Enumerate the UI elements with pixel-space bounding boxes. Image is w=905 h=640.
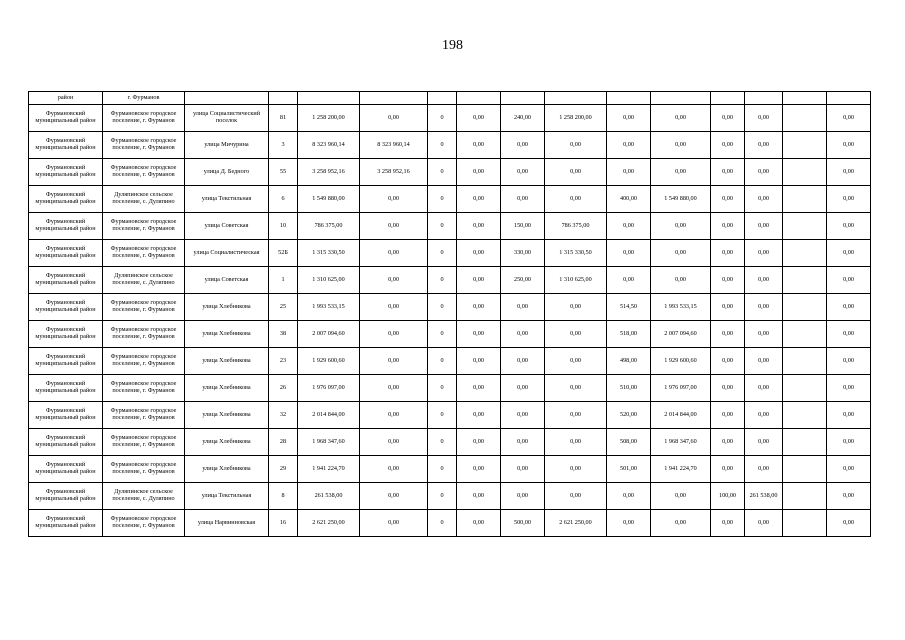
table-cell (428, 92, 457, 105)
table-cell: г. Фурманов (103, 92, 185, 105)
table-row (29, 321, 871, 348)
table-cell: 6 (269, 186, 298, 213)
table-cell: улица Текстильная (185, 483, 269, 510)
table-cell: Фурмановский муниципальный район (29, 402, 103, 429)
table-cell: 0 (428, 186, 457, 213)
table-cell (783, 483, 827, 510)
table-cell: 0,00 (545, 429, 607, 456)
table-cell: Фурмановский муниципальный район (29, 213, 103, 240)
table-cell: 1 993 533,15 (651, 294, 711, 321)
table-cell: 2 621 250,00 (545, 510, 607, 537)
table-cell: 0,00 (457, 375, 501, 402)
table-cell: 1 310 625,00 (545, 267, 607, 294)
table-cell: 0,00 (457, 159, 501, 186)
table-cell: 1 976 097,00 (298, 375, 360, 402)
table-cell: 0,00 (827, 456, 871, 483)
table-row (29, 186, 871, 213)
table-cell: 1 549 880,00 (651, 186, 711, 213)
table-cell: 0 (428, 402, 457, 429)
table-cell: 28 (269, 429, 298, 456)
table-cell: 0,00 (651, 105, 711, 132)
table-cell: 26 (269, 375, 298, 402)
table-cell (298, 92, 360, 105)
table-row (29, 132, 871, 159)
table-cell: 1 968 347,60 (651, 429, 711, 456)
table-cell (269, 92, 298, 105)
table-cell: 100,00 (711, 483, 745, 510)
table-cell: 501,00 (607, 456, 651, 483)
table-cell (783, 213, 827, 240)
table-cell: 0,00 (711, 213, 745, 240)
table-cell: Фурмановское городское поселение, г. Фурманов (103, 159, 185, 186)
table-cell: 3 (269, 132, 298, 159)
table-cell: 786 375,00 (298, 213, 360, 240)
table-row (29, 510, 871, 537)
table-cell: 0,00 (457, 213, 501, 240)
table-cell (501, 92, 545, 105)
table-cell (783, 321, 827, 348)
table-cell: 1 929 600,60 (651, 348, 711, 375)
table-cell: 0,00 (501, 159, 545, 186)
table-cell: 0,00 (457, 429, 501, 456)
table-cell: 0,00 (827, 132, 871, 159)
table-cell: 0,00 (745, 132, 783, 159)
table-cell: Фурмановский муниципальный район (29, 456, 103, 483)
table-row (29, 375, 871, 402)
table-cell (783, 159, 827, 186)
table-cell: 0,00 (501, 456, 545, 483)
table-cell: 0,00 (827, 240, 871, 267)
table-cell (607, 92, 651, 105)
table-cell: 2 007 094,60 (651, 321, 711, 348)
table-cell: Фурмановское городское поселение, г. Фурманов (103, 321, 185, 348)
table-cell: 0,00 (457, 294, 501, 321)
table-cell: 0,00 (545, 159, 607, 186)
table-cell: 0,00 (827, 186, 871, 213)
table-cell: 400,00 (607, 186, 651, 213)
page-number: 198 (442, 38, 463, 53)
table-row (29, 105, 871, 132)
table-cell (185, 92, 269, 105)
table-cell: 261 538,00 (745, 483, 783, 510)
table-cell: 1 941 224,70 (651, 456, 711, 483)
table-cell: 261 538,00 (298, 483, 360, 510)
table-cell: улица Советская (185, 267, 269, 294)
table-cell: 0,00 (457, 240, 501, 267)
table-cell: Фурмановский муниципальный район (29, 105, 103, 132)
table-cell: 0 (428, 132, 457, 159)
table-cell: 0,00 (501, 402, 545, 429)
table-cell: 1 549 880,00 (298, 186, 360, 213)
table-cell: 0,00 (745, 267, 783, 294)
table-cell: 0,00 (711, 429, 745, 456)
table-row (29, 267, 871, 294)
table-cell: 0,00 (457, 456, 501, 483)
table-cell (783, 105, 827, 132)
table-cell: 8 323 960,14 (360, 132, 428, 159)
table-cell: 3 258 952,16 (298, 159, 360, 186)
table-cell: 1 315 330,50 (298, 240, 360, 267)
table-cell: 29 (269, 456, 298, 483)
table-cell: 0,00 (457, 348, 501, 375)
table-cell (783, 348, 827, 375)
table-cell: 510,00 (607, 375, 651, 402)
table-cell: 0,00 (711, 510, 745, 537)
table-cell: 0,00 (745, 159, 783, 186)
table-cell: 0,00 (711, 402, 745, 429)
table-cell: 0,00 (501, 375, 545, 402)
table-cell: Фурмановский муниципальный район (29, 348, 103, 375)
table-cell: Фурмановский муниципальный район (29, 294, 103, 321)
table-cell: 0,00 (711, 240, 745, 267)
table-cell: 0,00 (827, 429, 871, 456)
table-cell: Фурмановский муниципальный район (29, 159, 103, 186)
table-cell: 0,00 (501, 483, 545, 510)
table-cell: 498,00 (607, 348, 651, 375)
table-cell: 1 929 600,60 (298, 348, 360, 375)
table-cell: 2 621 250,00 (298, 510, 360, 537)
table-cell: 0,00 (827, 510, 871, 537)
table-cell: Фурмановский муниципальный район (29, 267, 103, 294)
table-cell: 0,00 (360, 321, 428, 348)
table-cell: Фурмановское городское поселение, г. Фурманов (103, 510, 185, 537)
table-cell: 0,00 (501, 429, 545, 456)
table-cell: 52Б (269, 240, 298, 267)
table-cell: 0,00 (711, 375, 745, 402)
table-cell: 0,00 (607, 132, 651, 159)
table-cell: 0 (428, 429, 457, 456)
table-cell: 0,00 (501, 294, 545, 321)
table-cell: 10 (269, 213, 298, 240)
table-cell: 0,00 (501, 186, 545, 213)
table-row (29, 483, 871, 510)
table-cell: 55 (269, 159, 298, 186)
table-cell (783, 267, 827, 294)
table-cell (783, 92, 827, 105)
table-cell: 0,00 (745, 456, 783, 483)
table-cell: 0,00 (827, 159, 871, 186)
table-cell (783, 294, 827, 321)
table-cell: 81 (269, 105, 298, 132)
table-row (29, 213, 871, 240)
table-cell: улица Хлебникова (185, 321, 269, 348)
table-row (29, 159, 871, 186)
table-cell: 1 968 347,60 (298, 429, 360, 456)
table-cell: 0,00 (607, 510, 651, 537)
table-cell: 0,00 (360, 240, 428, 267)
table-cell: 508,00 (607, 429, 651, 456)
table-cell: 330,00 (501, 240, 545, 267)
table-cell: 240,00 (501, 105, 545, 132)
table-cell: Фурмановское городское поселение, г. Фурманов (103, 402, 185, 429)
table-cell: 0,00 (745, 348, 783, 375)
table-cell: 0,00 (360, 402, 428, 429)
table-cell: Фурмановское городское поселение, г. Фурманов (103, 348, 185, 375)
table-cell: 0,00 (651, 483, 711, 510)
table-cell: 0,00 (607, 159, 651, 186)
table-cell: 0 (428, 510, 457, 537)
table-cell: 518,00 (607, 321, 651, 348)
table-cell: 0,00 (360, 105, 428, 132)
table-cell: 0,00 (545, 402, 607, 429)
table-cell: 0 (428, 321, 457, 348)
table-row (29, 429, 871, 456)
table-cell: 1 258 200,00 (545, 105, 607, 132)
table-cell: 1 310 625,00 (298, 267, 360, 294)
table-cell: 0,00 (457, 186, 501, 213)
table-cell: 0,00 (711, 294, 745, 321)
table-cell: 0,00 (651, 132, 711, 159)
table-cell: улица Текстильная (185, 186, 269, 213)
table-cell: 514,50 (607, 294, 651, 321)
table-cell: улица Хлебникова (185, 456, 269, 483)
table-cell: 0,00 (545, 348, 607, 375)
table-cell (783, 375, 827, 402)
table-cell: 1 315 330,50 (545, 240, 607, 267)
table-cell: 0,00 (457, 132, 501, 159)
table-cell (783, 402, 827, 429)
table-cell: 0,00 (360, 456, 428, 483)
table-cell: 0 (428, 159, 457, 186)
table-cell: 0,00 (827, 105, 871, 132)
table-cell: улица Хлебникова (185, 402, 269, 429)
table-cell (827, 92, 871, 105)
table-cell: 0,00 (711, 456, 745, 483)
table-cell (360, 92, 428, 105)
table-cell: 2 014 844,00 (298, 402, 360, 429)
table-cell: Дуляпинское сельское поселение, с. Дуляпино (103, 186, 185, 213)
table-cell: 25 (269, 294, 298, 321)
table-cell: 0,00 (745, 105, 783, 132)
table-cell: 0,00 (711, 105, 745, 132)
table-cell: 786 375,00 (545, 213, 607, 240)
table-cell: 250,00 (501, 267, 545, 294)
table-cell: Дуляпинское сельское поселение, с. Дуляпино (103, 483, 185, 510)
table-cell: улица Советская (185, 213, 269, 240)
table-cell: улица Мичурина (185, 132, 269, 159)
table-cell (457, 92, 501, 105)
table-cell: Фурмановское городское поселение, г. Фурманов (103, 213, 185, 240)
table-cell: Фурмановское городское поселение, г. Фурманов (103, 294, 185, 321)
table-cell: 0,00 (545, 294, 607, 321)
table-cell: 0,00 (360, 510, 428, 537)
table-cell: 0 (428, 267, 457, 294)
table-cell: 0,00 (360, 348, 428, 375)
table-cell: 38 (269, 321, 298, 348)
table-cell: 520,00 (607, 402, 651, 429)
table-cell: 0 (428, 240, 457, 267)
table-cell: 0,00 (711, 159, 745, 186)
table-cell: район (29, 92, 103, 105)
table-cell: 2 014 844,00 (651, 402, 711, 429)
table-cell: 0,00 (651, 267, 711, 294)
table-cell (783, 186, 827, 213)
table-cell: Фурмановский муниципальный район (29, 132, 103, 159)
table-row (29, 294, 871, 321)
table-cell: 0,00 (545, 483, 607, 510)
table-cell: Фурмановское городское поселение, г. Фурманов (103, 105, 185, 132)
table-cell: Фурмановское городское поселение, г. Фурманов (103, 132, 185, 159)
table-cell: улица Д. Бедного (185, 159, 269, 186)
table-cell: 0,00 (360, 483, 428, 510)
table-cell: 0,00 (501, 321, 545, 348)
table-cell: 23 (269, 348, 298, 375)
table-cell: 0,00 (545, 132, 607, 159)
table-cell: 0 (428, 105, 457, 132)
table-cell: 0,00 (545, 321, 607, 348)
table-cell: Фурмановский муниципальный район (29, 240, 103, 267)
table-cell: 0,00 (827, 483, 871, 510)
table-cell: 0 (428, 483, 457, 510)
table-cell: Фурмановское городское поселение, г. Фурманов (103, 456, 185, 483)
table-cell: 8 (269, 483, 298, 510)
table-cell: 1 (269, 267, 298, 294)
table-cell: 0,00 (745, 402, 783, 429)
table-row (29, 240, 871, 267)
table-cell: 0 (428, 456, 457, 483)
table-cell: 0,00 (827, 375, 871, 402)
table-cell (783, 510, 827, 537)
table-cell: 0,00 (711, 267, 745, 294)
table-cell: 0 (428, 348, 457, 375)
table-cell: 0 (428, 294, 457, 321)
table-cell: 0,00 (607, 105, 651, 132)
table-cell: 0,00 (745, 375, 783, 402)
table-cell: 0,00 (545, 456, 607, 483)
table-cell: 0 (428, 375, 457, 402)
table-row (29, 402, 871, 429)
table-cell: 0,00 (651, 240, 711, 267)
table-cell: улица Социалистический поселок (185, 105, 269, 132)
table-cell (783, 429, 827, 456)
table-cell: 0,00 (651, 510, 711, 537)
table-cell: 0,00 (360, 186, 428, 213)
table-cell: 0,00 (607, 213, 651, 240)
table-cell: 0,00 (457, 510, 501, 537)
table-cell: 1 993 533,15 (298, 294, 360, 321)
table-cell: 0,00 (457, 321, 501, 348)
table-cell: Фурмановское городское поселение, г. Фурманов (103, 375, 185, 402)
table-cell: Фурмановский муниципальный район (29, 483, 103, 510)
table-cell: 0,00 (711, 186, 745, 213)
table-cell: 0,00 (457, 105, 501, 132)
table-cell: 0,00 (360, 213, 428, 240)
table-cell (783, 240, 827, 267)
table-cell: 0,00 (360, 294, 428, 321)
table-cell: 0,00 (545, 186, 607, 213)
table-cell: 16 (269, 510, 298, 537)
table-cell: 0,00 (607, 483, 651, 510)
table-header-row (29, 92, 871, 105)
table-cell: 0,00 (457, 267, 501, 294)
data-table (28, 91, 871, 537)
table-cell: улица Хлебникова (185, 348, 269, 375)
table-cell (783, 132, 827, 159)
table-cell: 0,00 (711, 348, 745, 375)
table-cell: Фурмановский муниципальный район (29, 321, 103, 348)
table-cell (651, 92, 711, 105)
table-cell: 32 (269, 402, 298, 429)
table-cell: 0 (428, 213, 457, 240)
table-cell: 0,00 (711, 132, 745, 159)
table-cell: 8 323 960,14 (298, 132, 360, 159)
table-cell (545, 92, 607, 105)
table-cell: 0,00 (360, 375, 428, 402)
table-cell: 0,00 (457, 483, 501, 510)
table-cell: 0,00 (501, 348, 545, 375)
table-cell: 0,00 (745, 510, 783, 537)
table-cell: Фурмановский муниципальный район (29, 429, 103, 456)
table-cell: 0,00 (607, 240, 651, 267)
table-cell (711, 92, 745, 105)
table-row (29, 348, 871, 375)
table-cell: 0,00 (360, 267, 428, 294)
table-cell: 3 258 952,16 (360, 159, 428, 186)
table-cell: 0,00 (651, 159, 711, 186)
table-cell: 0,00 (651, 213, 711, 240)
table-cell: 0,00 (745, 186, 783, 213)
table-cell: 0,00 (745, 321, 783, 348)
table-cell: Фурмановское городское поселение, г. Фурманов (103, 429, 185, 456)
table-cell: 0,00 (827, 402, 871, 429)
table-cell (783, 456, 827, 483)
table-cell: 0,00 (501, 132, 545, 159)
table-cell: 0,00 (607, 267, 651, 294)
table-cell: 2 007 094,60 (298, 321, 360, 348)
table-cell: 1 941 224,70 (298, 456, 360, 483)
table-cell: 0,00 (360, 429, 428, 456)
table-cell: 0,00 (827, 213, 871, 240)
table-cell: 0,00 (827, 348, 871, 375)
table-cell: 0,00 (745, 429, 783, 456)
table-cell: 0,00 (827, 294, 871, 321)
table-cell: улица Социалистическая (185, 240, 269, 267)
table-cell: 0,00 (711, 321, 745, 348)
table-cell: 0,00 (827, 267, 871, 294)
table-cell: 0,00 (827, 321, 871, 348)
table-cell: 0,00 (745, 294, 783, 321)
table-cell: 1 976 097,00 (651, 375, 711, 402)
table-cell (745, 92, 783, 105)
table-cell: Дуляпинское сельское поселение, с. Дуляпино (103, 267, 185, 294)
table-cell: 0,00 (545, 375, 607, 402)
table-cell: Фурмановский муниципальный район (29, 375, 103, 402)
table-cell: 0,00 (745, 213, 783, 240)
table-cell: 1 258 200,00 (298, 105, 360, 132)
table-cell: 150,00 (501, 213, 545, 240)
table-cell: улица Нарвинновская (185, 510, 269, 537)
table-cell: 500,00 (501, 510, 545, 537)
table-cell: улица Хлебникова (185, 429, 269, 456)
table-cell: 0,00 (457, 402, 501, 429)
table-row (29, 456, 871, 483)
table-cell: 0,00 (745, 240, 783, 267)
table-cell: улица Хлебникова (185, 375, 269, 402)
table-cell: Фурмановское городское поселение, г. Фурманов (103, 240, 185, 267)
table-cell: Фурмановский муниципальный район (29, 186, 103, 213)
table-cell: Фурмановский муниципальный район (29, 510, 103, 537)
table-cell: улица Хлебникова (185, 294, 269, 321)
